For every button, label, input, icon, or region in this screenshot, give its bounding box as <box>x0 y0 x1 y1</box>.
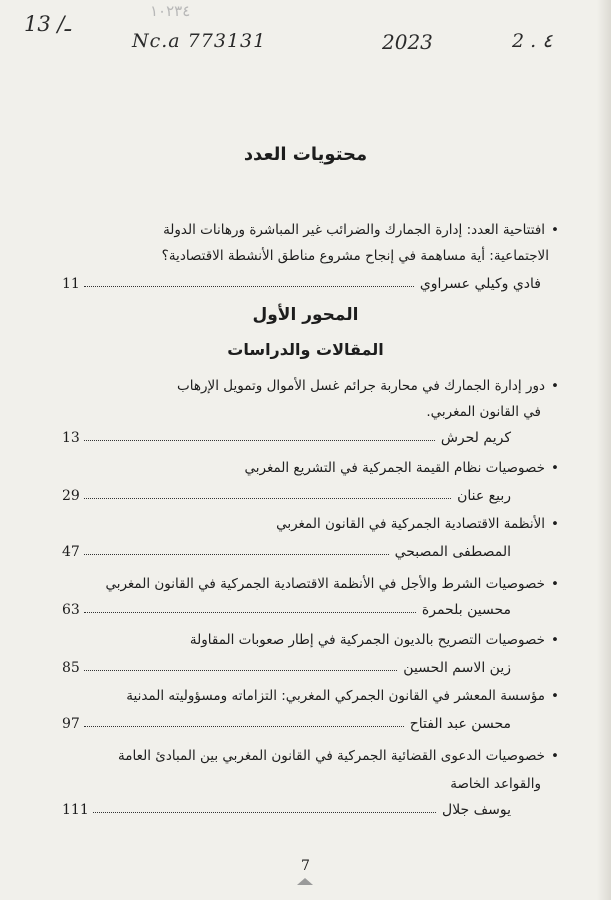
handwritten-code: 2 . ٤ <box>512 30 553 52</box>
author-name: زين الاسم الحسين <box>403 660 511 676</box>
contents-title: محتويات العدد <box>243 144 368 165</box>
author-name: فادي وكيلي عسراوي <box>419 276 541 292</box>
article-7-line-1: • خصوصيات الدعوى القضائية الجمركية في القانون المغربي بين المبادئ العامة <box>118 748 559 764</box>
page-ref: 97 <box>62 716 80 732</box>
page-ref: 29 <box>62 488 80 504</box>
article-1-line-2: في القانون المغربي. <box>426 404 541 420</box>
handwritten-number: Nc.a 773131 <box>132 30 267 52</box>
page-ref: 11 <box>62 276 80 292</box>
axis-subtitle: المقالات والدراسات <box>227 340 384 359</box>
article-5-author-row <box>62 654 511 676</box>
faded-stamp: ١٠٢٣٤ <box>150 2 191 20</box>
opening-line-2: الاجتماعية: أية مساهمة في إنجاح مشروع مناطق الأنشطة الاقتصادية؟ <box>161 248 549 264</box>
article-2-author-row <box>62 482 511 504</box>
leader-dots <box>84 554 389 555</box>
leader-dots <box>84 498 451 499</box>
axis-title: المحور الأول <box>252 305 359 325</box>
page-ref: 111 <box>62 802 89 818</box>
author-name: كريم لحرش <box>440 430 511 446</box>
leader-dots <box>84 670 397 671</box>
leader-dots <box>84 726 404 727</box>
author-name: ربيع عنان <box>457 488 511 504</box>
leader-dots <box>84 612 416 613</box>
author-name: المصطفى المصبحي <box>394 544 511 560</box>
author-name: محسين بلحمرة <box>421 602 511 618</box>
page-number: 7 <box>301 858 310 874</box>
article-3-author-row <box>62 538 511 560</box>
handwritten-ref: ـ/ 13 <box>24 12 71 36</box>
article-1-line-1: • دور إدارة الجمارك في محاربة جرائم غسل الأموال وتمويل الإرهاب <box>177 378 559 394</box>
author-name: محسن عبد الفتاح <box>409 716 511 732</box>
article-7-author-row <box>62 796 511 818</box>
page-footer-mark <box>297 878 313 885</box>
article-6-author-row <box>62 710 511 732</box>
opening-author-row <box>62 270 541 292</box>
page-ref: 85 <box>62 660 80 676</box>
article-5-line-1: • خصوصيات التصريح بالديون الجمركية في إطار صعوبات المقاولة <box>190 632 559 648</box>
article-2-line-1: • خصوصيات نظام القيمة الجمركية في التشريع المغربي <box>244 460 559 476</box>
article-6-line-1: • مؤسسة المعشر في القانون الجمركي المغربي: التزاماته ومسؤوليته المدنية <box>126 688 559 704</box>
article-4-author-row <box>62 596 511 618</box>
author-name: يوسف جلال <box>442 802 511 818</box>
article-7-line-2: والقواعد الخاصة <box>450 776 541 792</box>
opening-line-1: • افتتاحية العدد: إدارة الجمارك والضرائب غير المباشرة ورهانات الدولة <box>163 222 559 238</box>
leader-dots <box>84 286 414 287</box>
leader-dots <box>93 812 436 813</box>
handwritten-year: 2023 <box>382 30 433 54</box>
article-3-line-1: • الأنظمة الاقتصادية الجمركية في القانون المغربي <box>276 516 559 532</box>
leader-dots <box>84 440 435 441</box>
article-1-author-row <box>62 424 511 446</box>
page-ref: 63 <box>62 602 80 618</box>
page-ref: 47 <box>62 544 80 560</box>
page-edge-shadow <box>597 0 611 900</box>
article-4-line-1: • خصوصيات الشرط والأجل في الأنظمة الاقتصادية الجمركية في القانون المغربي <box>105 576 559 592</box>
page-ref: 13 <box>62 430 80 446</box>
